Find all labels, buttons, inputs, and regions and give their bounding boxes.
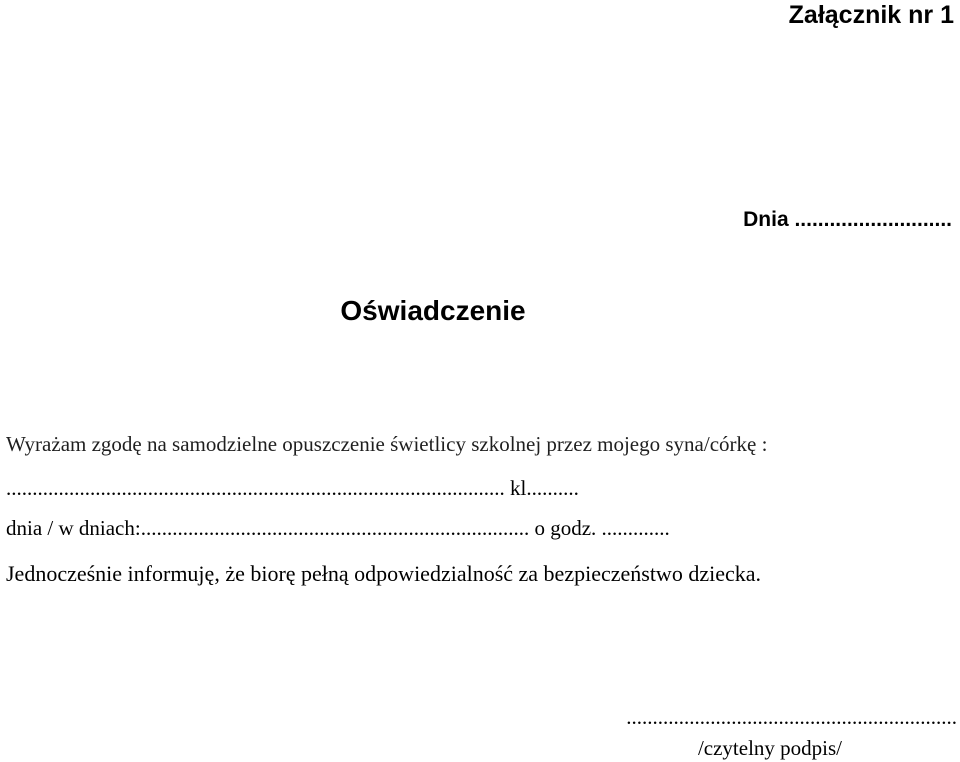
date-line: Dnia ........................... [743,208,952,231]
signature-line: ............................................................... [626,705,957,729]
student-name-class-line: ............................................................................................... kl.......... [6,476,579,500]
days-time-line: dnia / w dniach:.......................................................................... o godz. ............. [6,516,670,540]
document-title: Oświadczenie [340,295,526,326]
consent-statement: Wyrażam zgodę na samodzielne opuszczenie świetlicy szkolnej przez mojego syna/córkę : [6,432,768,456]
signature-label: /czytelny podpis/ [697,736,842,760]
annex-label: Załącznik nr 1 [788,1,954,29]
responsibility-statement: Jednocześnie informuję, że biorę pełną odpowiedzialność za bezpieczeństwo dziecka. [6,561,761,586]
